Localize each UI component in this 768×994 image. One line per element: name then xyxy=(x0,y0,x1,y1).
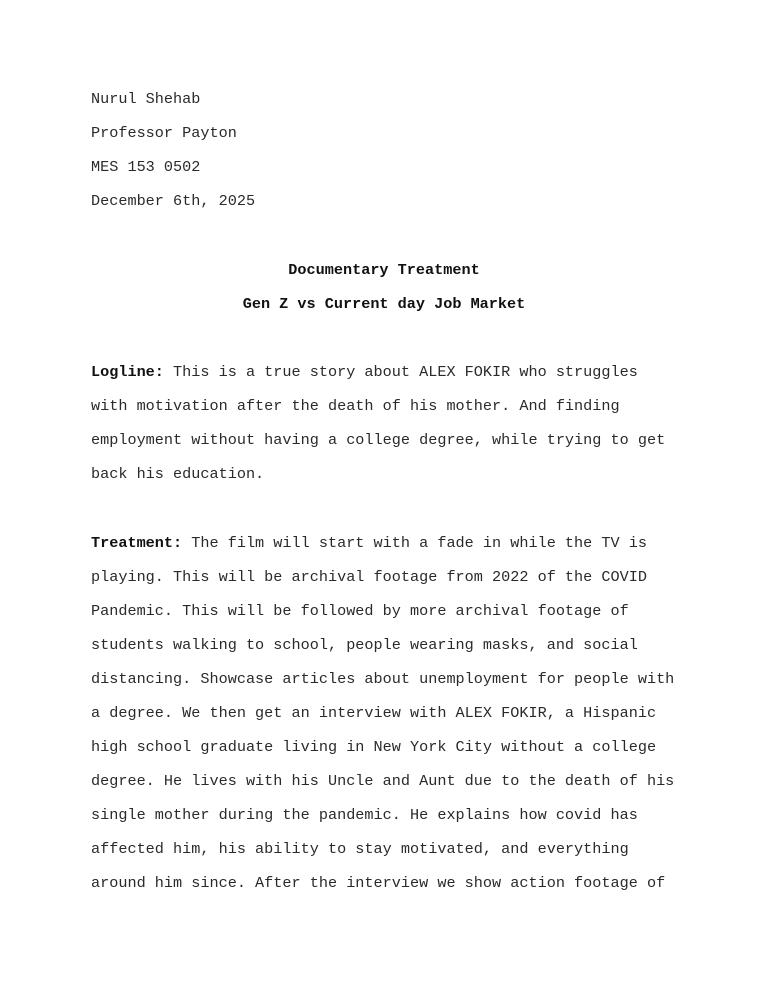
paragraph-line: high school graduate living in New York City without a college xyxy=(91,738,657,756)
professor-name: Professor Payton xyxy=(91,124,237,142)
treatment-paragraph xyxy=(91,532,691,906)
document-subtitle: Gen Z vs Current day Job Market xyxy=(242,295,526,313)
paragraph-line: around him since. After the interview we show action footage of xyxy=(91,874,666,892)
paragraph-line: degree. He lives with his Uncle and Aunt due to the death of his xyxy=(91,772,675,790)
paragraph-line: Pandemic. This will be followed by more archival footage of xyxy=(91,602,629,620)
line-text: The film will start with a fade in while the TV is xyxy=(182,534,647,552)
title-block xyxy=(0,259,768,327)
header-block xyxy=(91,88,255,224)
paragraph-line: affected him, his ability to stay motivated, and everything xyxy=(91,840,629,858)
logline-label: Logline: xyxy=(91,363,164,381)
paragraph-line: employment without having a college degree, while trying to get xyxy=(91,431,666,449)
paragraph-line: a degree. We then get an interview with ALEX FOKIR, a Hispanic xyxy=(91,704,657,722)
paragraph-line: back his education. xyxy=(91,465,265,483)
course-code: MES 153 0502 xyxy=(91,158,201,176)
paragraph-line: distancing. Showcase articles about unemployment for people with xyxy=(91,670,675,688)
paragraph-line: single mother during the pandemic. He explains how covid has xyxy=(91,806,638,824)
logline-paragraph xyxy=(91,361,691,497)
paragraph-line: playing. This will be archival footage from 2022 of the COVID xyxy=(91,568,647,586)
paragraph-line xyxy=(91,532,691,566)
paragraph-line xyxy=(91,361,691,395)
document-title: Documentary Treatment xyxy=(288,261,480,279)
treatment-label: Treatment: xyxy=(91,534,183,552)
paragraph-line: with motivation after the death of his mother. And finding xyxy=(91,397,620,415)
document-date: December 6th, 2025 xyxy=(91,192,256,210)
author-name: Nurul Shehab xyxy=(91,90,201,108)
paragraph-line: students walking to school, people wearing masks, and social xyxy=(91,636,638,654)
line-text: This is a true story about ALEX FOKIR who struggles xyxy=(163,363,638,381)
